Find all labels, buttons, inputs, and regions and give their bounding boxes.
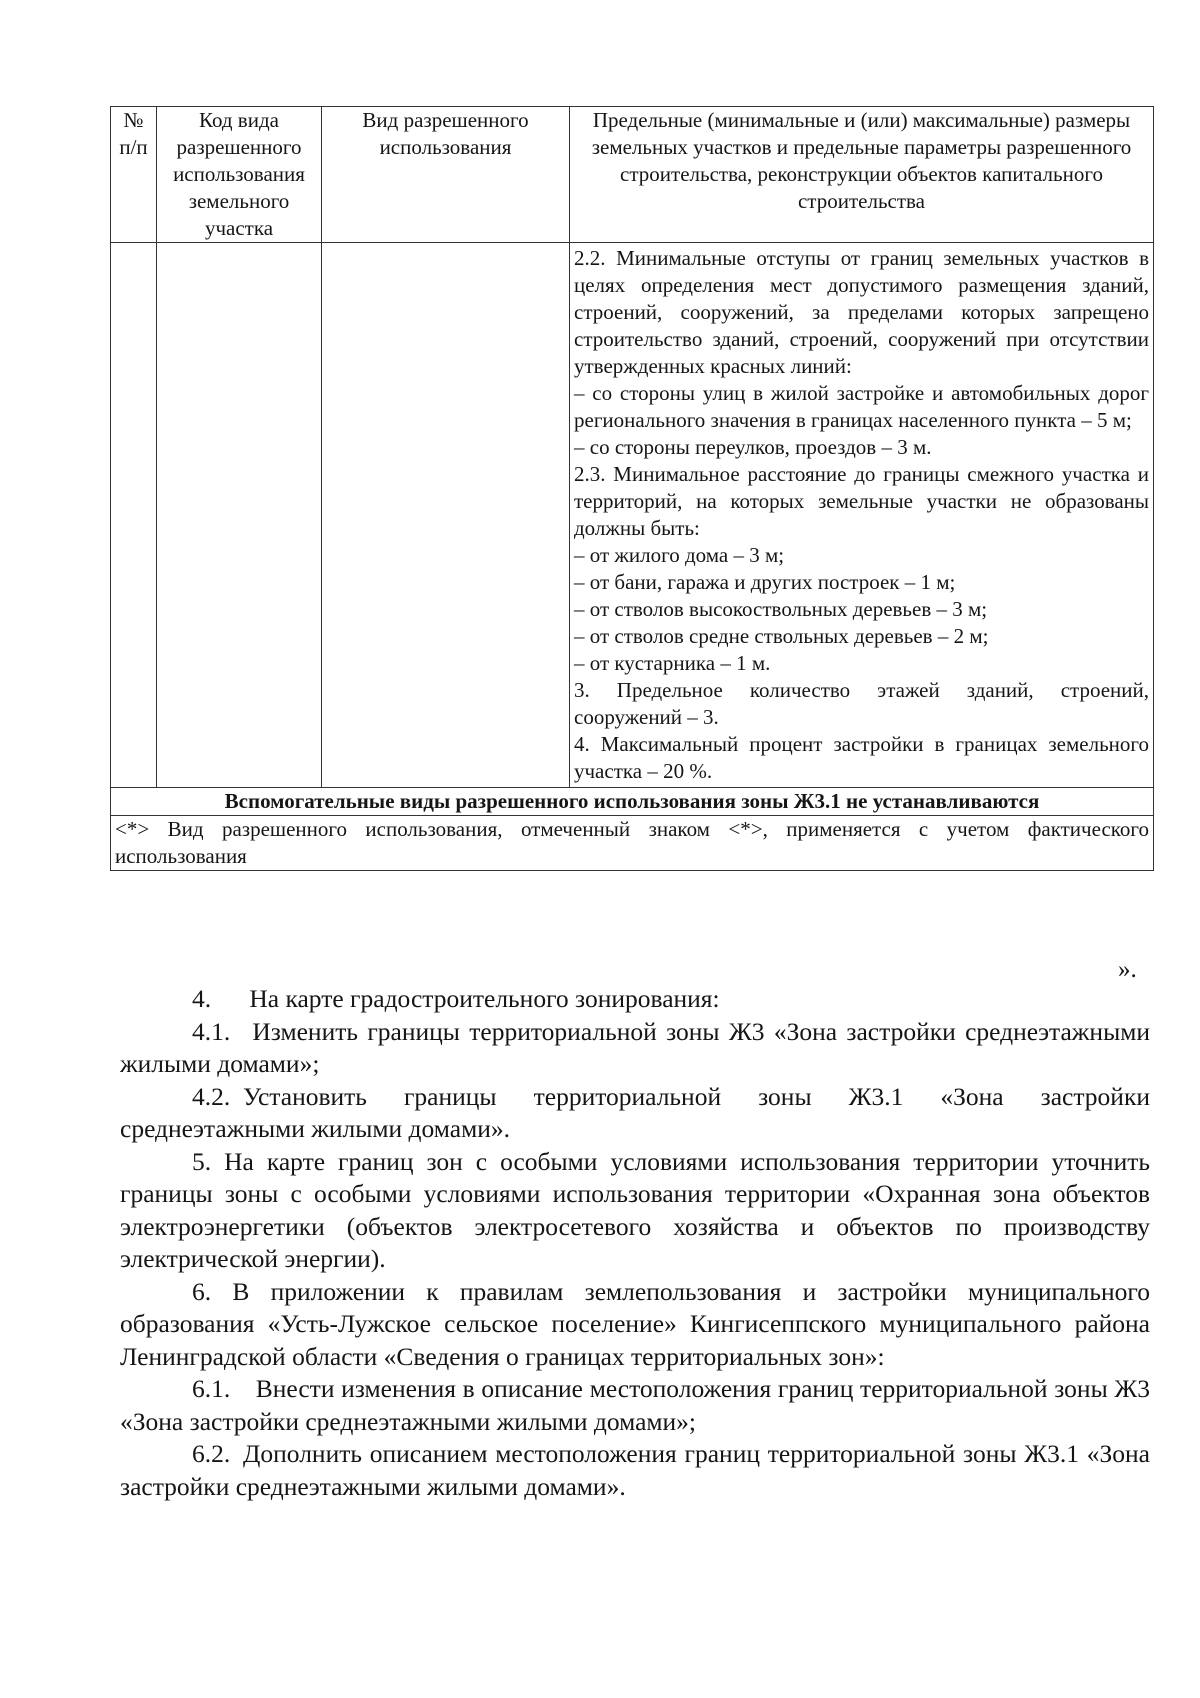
table-row [111, 243, 1154, 788]
header-use-code: Код вида разрешенного использования земельного участка [157, 107, 322, 243]
paragraph: 5. На карте границ зон с особыми условиями использования территории уточнить границы зоны с особыми условиями использования территории «Охранная зона объектов электроэнергетики (объектов электросетевого хозяйства и объектов по производству электрической энергии). [120, 1146, 1150, 1273]
param-line: 4. Максимальный процент застройки в границах земельного участка – 20 %. [574, 732, 1149, 783]
body-text [120, 983, 1150, 1503]
param-line: – со стороны улиц в жилой застройке и автомобильных дорог регионального значения в границах населенного пункта – 5 м; [574, 381, 1149, 432]
param-line: 3. Предельное количество этажей зданий, строений, сооружений – 3. [574, 678, 1149, 729]
param-line: – со стороны переулков, проездов – 3 м. [574, 435, 932, 459]
table-row-footnote [111, 816, 1154, 871]
table-row-auxiliary [111, 788, 1154, 816]
param-line: – от стволов средне ствольных деревьев – 2 м; [574, 624, 989, 648]
param-line: 2.3. Минимальное расстояние до границы смежного участка и территорий, на которых земельные участки не образованы должны быть: [574, 462, 1149, 540]
paragraph: 6.2. Дополнить описанием местоположения границ территориальной зоны Ж3.1 «Зона застройки среднеэтажными жилыми домами». [120, 1439, 1150, 1501]
cell-use-code [157, 243, 322, 788]
cell-parameters [570, 243, 1154, 788]
paragraph: 6. В приложении к правилам землепользования и застройки муниципального образования «Усть-Лужское сельское поселение» Кингисеппского муниципального района Ленинградской области «Сведения о границах территориальных зон»: [120, 1276, 1150, 1371]
footnote-text: <*> Вид разрешенного использования, отмеченный знаком <*>, применяется с учетом фактического использования [111, 816, 1154, 871]
paragraph: 4.2. Установить границы территориальной зоны Ж3.1 «Зона застройки среднеэтажными жилыми домами». [120, 1081, 1150, 1143]
zoning-parameters-table [110, 106, 1154, 871]
auxiliary-uses-note: Вспомогательные виды разрешенного использования зоны Ж3.1 не устанавливаются [111, 788, 1154, 816]
param-line: – от жилого дома – 3 м; [574, 543, 785, 567]
table-header-row [111, 107, 1154, 243]
header-use-type: Вид разрешенного использования [322, 107, 570, 243]
cell-number [111, 243, 157, 788]
paragraph: 4. На карте градостроительного зонирования: [192, 984, 720, 1013]
param-line: – от бани, гаража и других построек – 1 м; [574, 570, 956, 594]
cell-use-type [322, 243, 570, 788]
param-line: – от стволов высокоствольных деревьев – 3 м; [574, 597, 988, 621]
header-number: № п/п [111, 107, 157, 243]
paragraph: 6.1. Внести изменения в описание местоположения границ территориальной зоны Ж3 «Зона застройки среднеэтажными жилыми домами»; [120, 1374, 1150, 1436]
param-line: – от кустарника – 1 м. [574, 651, 771, 675]
closing-quote: ». [1118, 956, 1137, 983]
paragraph: 4.1. Изменить границы территориальной зоны Ж3 «Зона застройки среднеэтажными жилыми домами»; [120, 1016, 1150, 1078]
header-parameters: Предельные (минимальные и (или) максимальные) размеры земельных участков и предельные параметры разрешенного строительства, реконструкции объектов капитального строительства [570, 107, 1154, 243]
param-line: 2.2. Минимальные отступы от границ земельных участков в целях определения мест допустимого размещения зданий, строений, сооружений, за пределами которых запрещено строительство зданий, строений, сооружений при отсутствии утвержденных красных линий: [574, 246, 1149, 378]
